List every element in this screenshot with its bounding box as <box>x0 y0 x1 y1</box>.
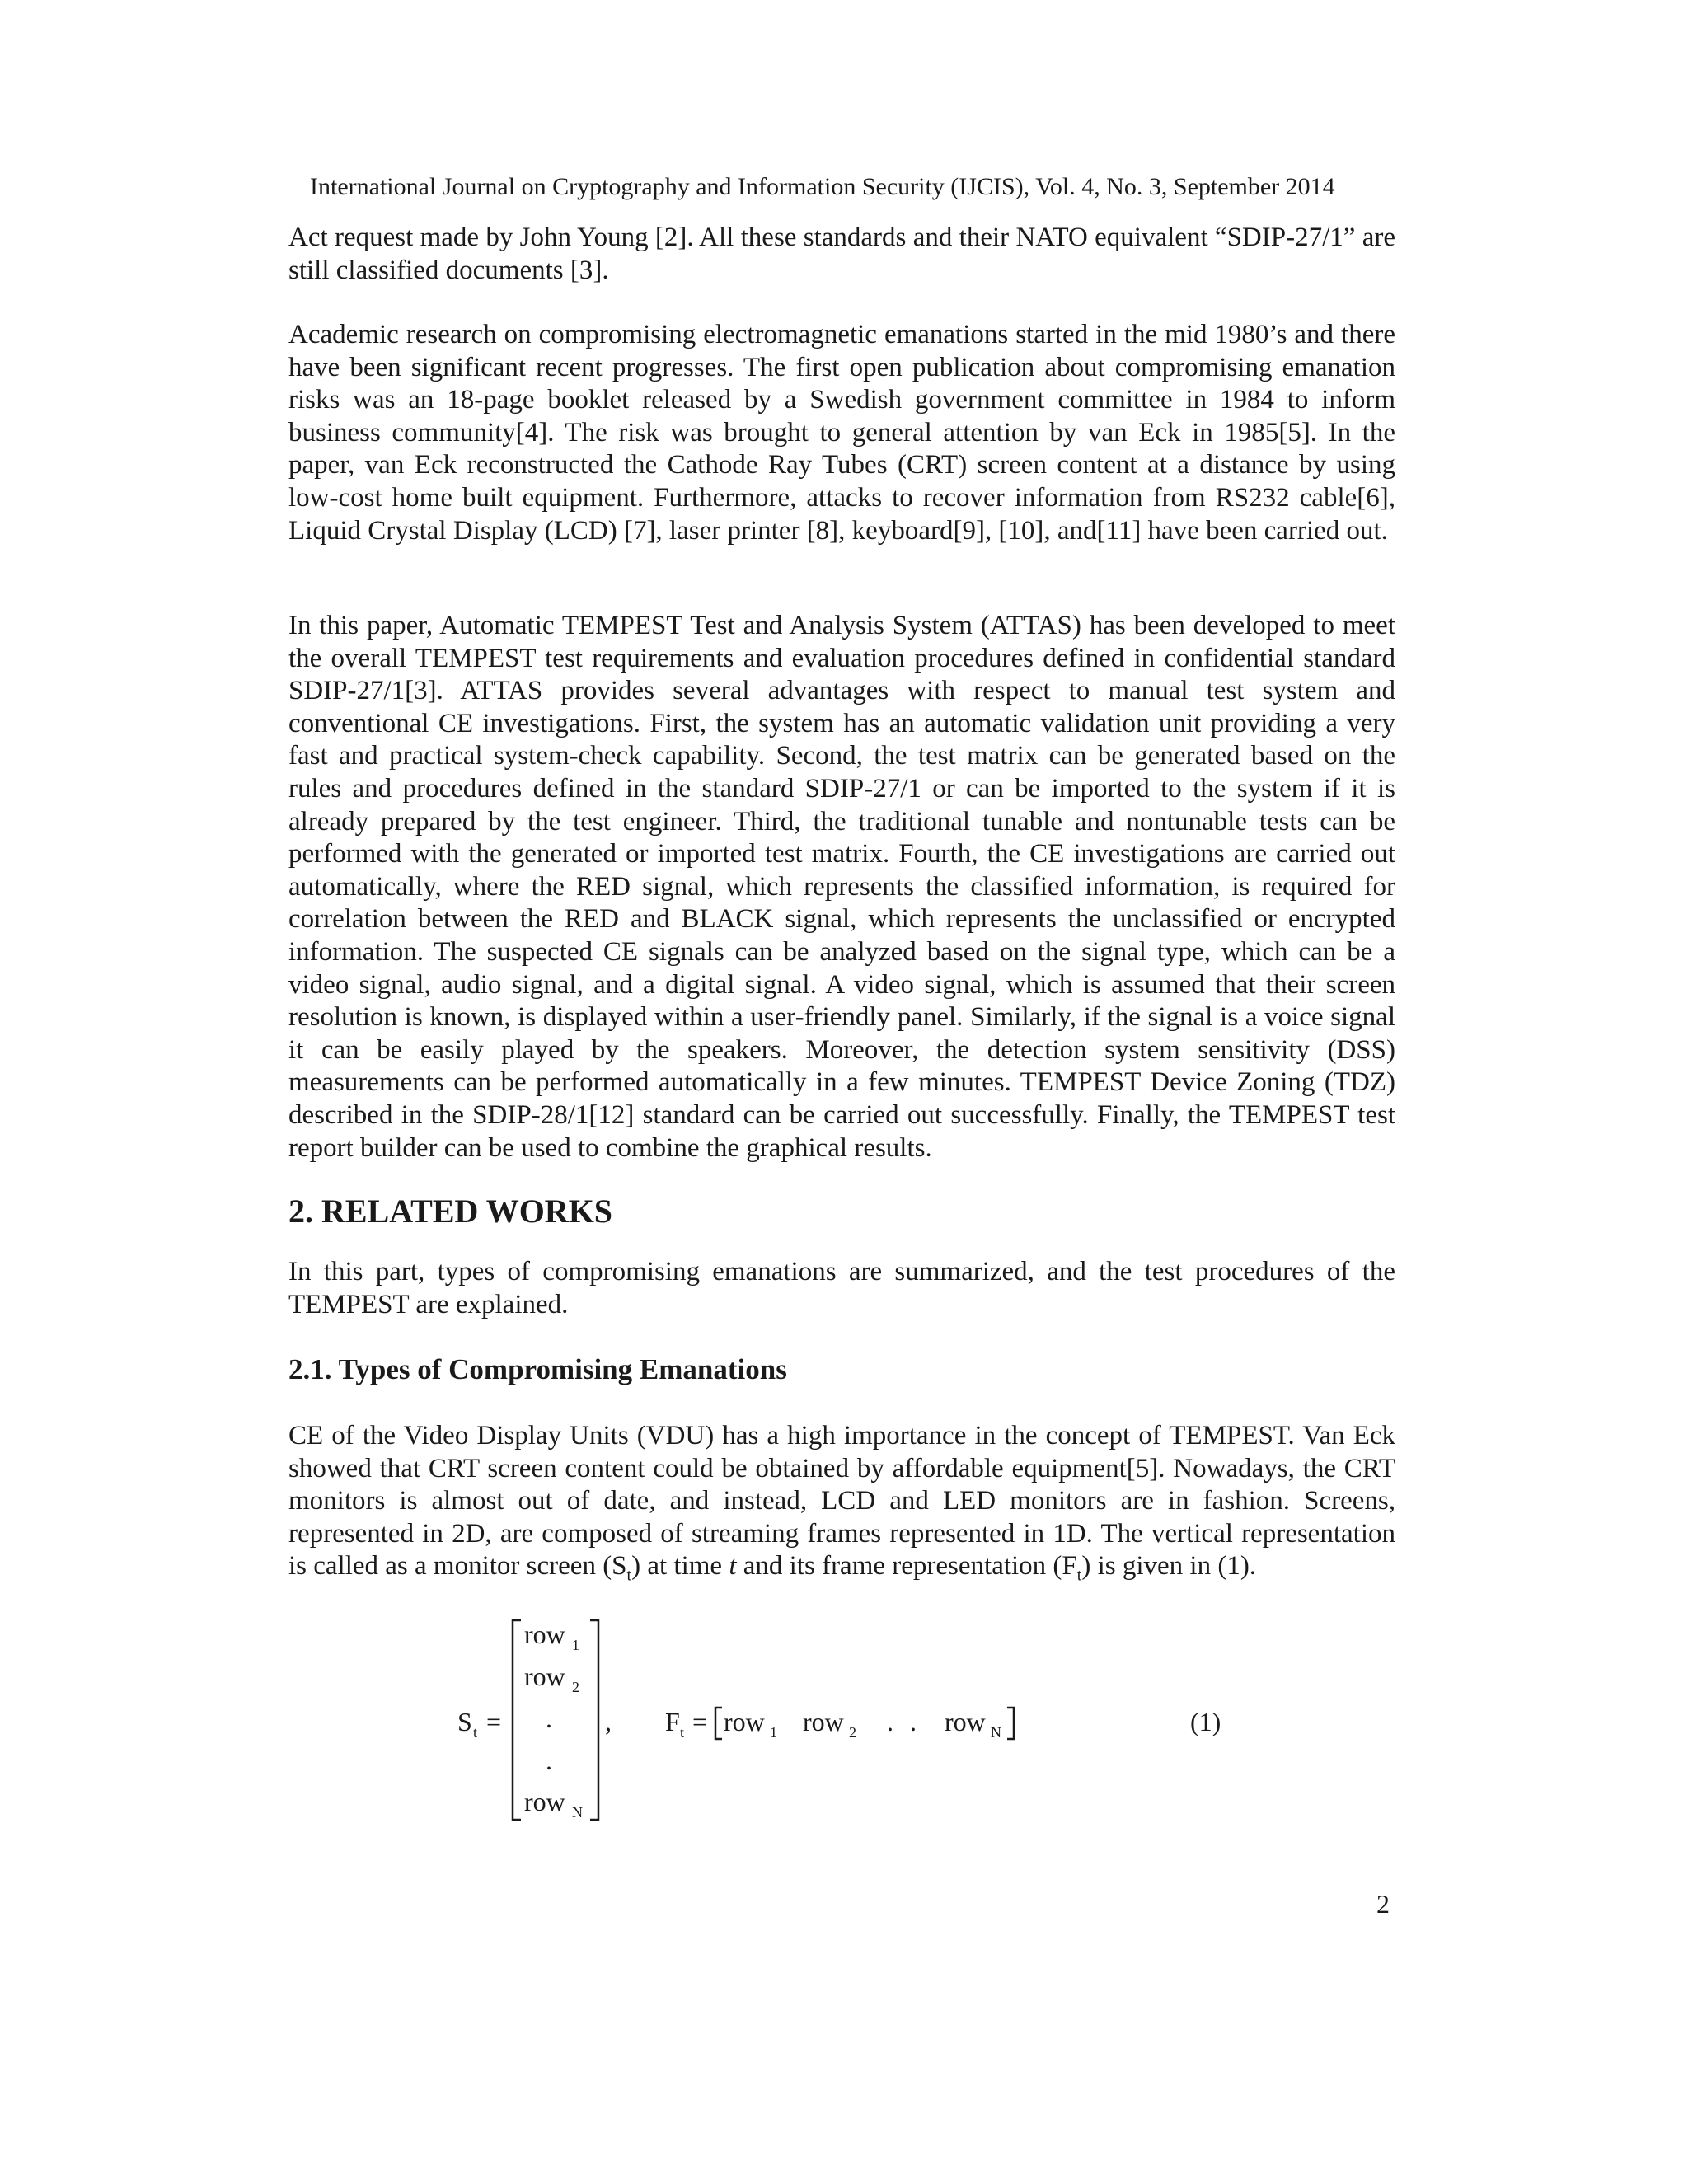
eq-row-n-subscript: N <box>572 1804 583 1821</box>
eq-row-2: row <box>524 1661 565 1691</box>
paragraph-continuation: Act request made by John Young [2]. All these standards and their NATO equivalent “SDIP-27/1” are still classified documents [3]. <box>288 223 1395 285</box>
paragraph-vdu-emanations <box>288 1420 1395 1593</box>
eq-frow-2-subscript: 2 <box>849 1724 856 1741</box>
running-head: International Journal on Cryptography and Information Security (IJCIS), Vol. 4, No. 3, September 2014 <box>310 173 1335 200</box>
eq-frow-n-subscript: N <box>991 1724 1001 1741</box>
eq-frow-1-subscript: 1 <box>770 1724 777 1741</box>
eq-frow-n: row <box>945 1707 986 1736</box>
page-number: 2 <box>1376 1889 1390 1919</box>
eq-left-bracket <box>513 1620 521 1820</box>
text-run: ) is given in (1). <box>1081 1551 1257 1582</box>
eq-equals: = <box>486 1707 502 1736</box>
italic-variable: t <box>729 1551 737 1582</box>
section-heading-related-works: 2. RELATED WORKS <box>288 1193 613 1230</box>
eq-frow-1: row <box>724 1707 765 1736</box>
eq-vdots-1: . <box>546 1704 552 1733</box>
eq-f-symbol: F <box>665 1707 680 1736</box>
eq-f-subscript: t <box>680 1724 685 1741</box>
eq-comma: , <box>605 1707 612 1736</box>
eq-hdots-1: . <box>887 1707 893 1736</box>
eq-s-subscript: t <box>473 1724 478 1741</box>
eq-s-symbol: S <box>457 1707 472 1736</box>
text-run: CE of the Video Display Units (VDU) has a high importance in the concept of TEMPEST. Van Eck showed that CRT screen content could be obtained by affordable equipment[5]. Nowadays, the CRT monitors is almost out of date, and instead, LCD and LED monitors are in fashion. Screens, represented in 2D, are composed of streaming frames represented in 1D. The vertical representation is called as a monitor screen (S <box>288 1421 1395 1582</box>
eq-row-2-subscript: 2 <box>572 1679 579 1695</box>
eq-frow-2: row <box>803 1707 844 1736</box>
eq-row-left-bracket <box>715 1708 722 1739</box>
subscript: t <box>1076 1566 1082 1585</box>
eq-row-n: row <box>524 1787 565 1816</box>
eq-right-bracket <box>590 1620 598 1820</box>
paragraph-academic-research: Academic research on compromising electromagnetic emanations started in the mid 1980’s and there have been significant recent progresses. The first open publication about compromising emanation risks was an 18-page booklet released by a Swedish government committee in 1984 to inform business community[4]. The risk was brought to general attention by van Eck in 1985[5]. In the paper, van Eck reconstructed the Cathode Ray Tubes (CRT) screen content at a distance by using low-cost home built equipment. Furthermore, attacks to recover information from RS232 cable[6], Liquid Crystal Display (LCD) [7], laser printer [8], keyboard[9], [10], and[11] have been carried out. <box>288 320 1395 546</box>
subscript: t <box>626 1566 632 1585</box>
paragraph-related-works-intro: In this part, types of compromising emanations are summarized, and the test procedures of the TEMPEST are explained. <box>288 1257 1395 1319</box>
eq-row-1-subscript: 1 <box>572 1637 579 1653</box>
eq-row-right-bracket <box>1007 1708 1014 1739</box>
eq-equals-2: = <box>692 1707 708 1736</box>
eq-vdots-2: . <box>546 1746 552 1775</box>
text-run: and its frame representation (F <box>736 1551 1077 1582</box>
subsection-heading-types-of-ce: 2.1. Types of Compromising Emanations <box>288 1353 787 1385</box>
eq-row-1: row <box>524 1619 565 1649</box>
eq-number-label: (1) <box>1190 1707 1221 1736</box>
text-run: ) at time <box>631 1551 729 1582</box>
eq-hdots-2: . <box>910 1707 917 1736</box>
paragraph-attas-overview: In this paper, Automatic TEMPEST Test and Analysis System (ATTAS) has been developed to meet the overall TEMPEST test requirements and evaluation procedures defined in confidential standard SDIP-27/1[3]. ATTAS provides several advantages with respect to manual test system and conventional CE investigations. First, the system has an automatic validation unit providing a very fast and practical system-check capability. Second, the test matrix can be generated based on the rules and procedures defined in the standard SDIP-27/1 or can be imported to the system if it is already prepared by the test engineer. Third, the traditional tunable and nontunable tests can be performed with the generated or imported test matrix. Fourth, the CE investigations are carried out automatically, where the RED signal, which represents the classified information, is required for correlation between the RED and BLACK signal, which represents the unclassified or encrypted information. The suspected CE signals can be analyzed based on the signal type, which can be a video signal, audio signal, and a digital signal. A video signal, which is assumed that their screen resolution is known, is displayed within a user-friendly panel. Similarly, if the signal is a voice signal it can be easily played by the speakers. Moreover, the detection system sensitivity (DSS) measurements can be performed automatically in a few minutes. TEMPEST Device Zoning (TDZ) described in the SDIP-28/1[12] standard can be carried out successfully. Finally, the TEMPEST test report builder can be used to combine the graphical results. <box>288 611 1395 1163</box>
